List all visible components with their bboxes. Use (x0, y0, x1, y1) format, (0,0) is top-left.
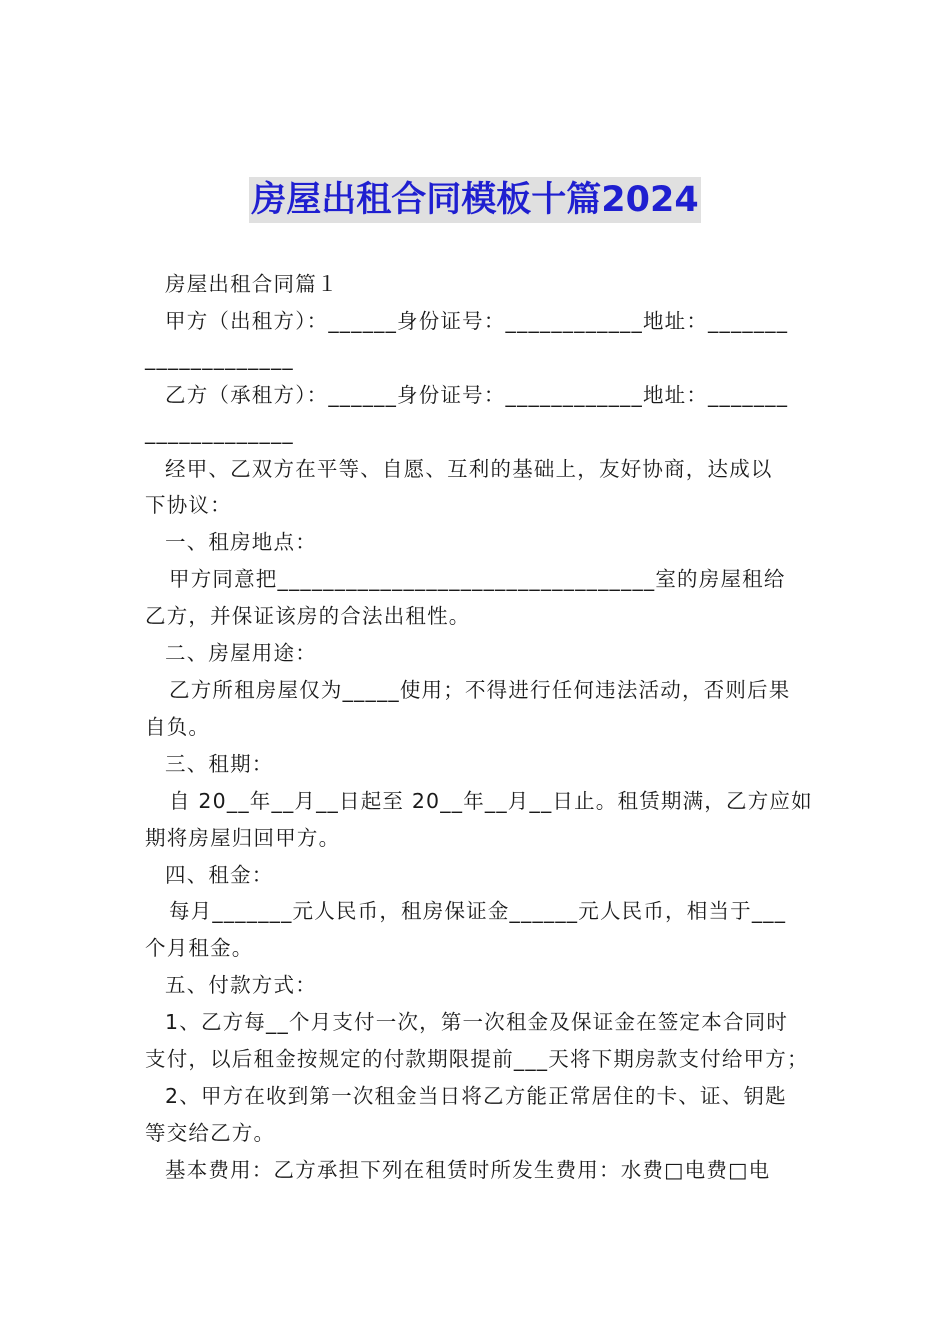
paragraph-agreement-line2: 下协议： (145, 493, 232, 518)
paragraph-party-b-line2: _____________ (145, 419, 294, 444)
paragraph-clause2-heading: 二、房屋用途： (165, 641, 317, 666)
paragraph-party-a-line1: 甲方（出租方）：______身份证号：____________地址：_______ (165, 308, 789, 333)
paragraph-clause3-heading: 三、租期： (165, 751, 274, 776)
paragraph-clause4-heading: 四、租金： (165, 862, 274, 887)
paragraph-section-heading: 房屋出租合同篇１ (165, 272, 339, 296)
paragraph-clause1-line2: 乙方，并保证该房的合法出租性。 (145, 604, 471, 629)
paragraph-clause5-item1-line2: 支付，以后租金按规定的付款期限提前___天将下期房款支付给甲方； (145, 1047, 809, 1072)
paragraph-clause1-heading: 一、租房地点： (165, 530, 317, 555)
paragraph-basic-fees-line1: 基本费用：乙方承担下列在租赁时所发生费用：水费□电费□电 (165, 1157, 771, 1182)
paragraph-agreement-line1: 经甲、乙双方在平等、自愿、互利的基础上，友好协商，达成以 (165, 456, 773, 481)
title-container (0, 177, 950, 223)
paragraph-party-b-line1: 乙方（承租方）：______身份证号：____________地址：_______ (165, 382, 789, 407)
paragraph-clause3-line1: 自 20__年__月__日起至 20__年__月__日止。租赁期满，乙方应如 (169, 788, 813, 813)
paragraph-clause5-item2-line2: 等交给乙方。 (145, 1120, 276, 1145)
paragraph-clause4-line1: 每月_______元人民币，租房保证金______元人民币，相当于___ (169, 899, 787, 924)
paragraph-clause3-line2: 期将房屋归回甲方。 (145, 825, 341, 850)
paragraph-clause5-item2-line1: 2、甲方在收到第一次租金当日将乙方能正常居住的卡、证、钥匙 (165, 1083, 787, 1108)
paragraph-clause1-line1: 甲方同意把_________________________________室的房屋租给 (169, 567, 786, 592)
paragraph-clause2-line1: 乙方所租房屋仅为_____使用；不得进行任何违法活动，否则后果 (169, 677, 791, 702)
paragraph-clause5-item1-line1: 1、乙方每__个月支付一次，第一次租金及保证金在签定本合同时 (165, 1010, 789, 1035)
document-title: 房屋出租合同模板十篇2024 (249, 177, 700, 223)
document-body (145, 266, 813, 1189)
paragraph-clause5-heading: 五、付款方式： (165, 973, 317, 998)
paragraph-party-a-line2: _____________ (145, 345, 294, 370)
paragraph-clause2-line2: 自负。 (145, 714, 211, 739)
paragraph-clause4-line2: 个月租金。 (145, 936, 254, 961)
